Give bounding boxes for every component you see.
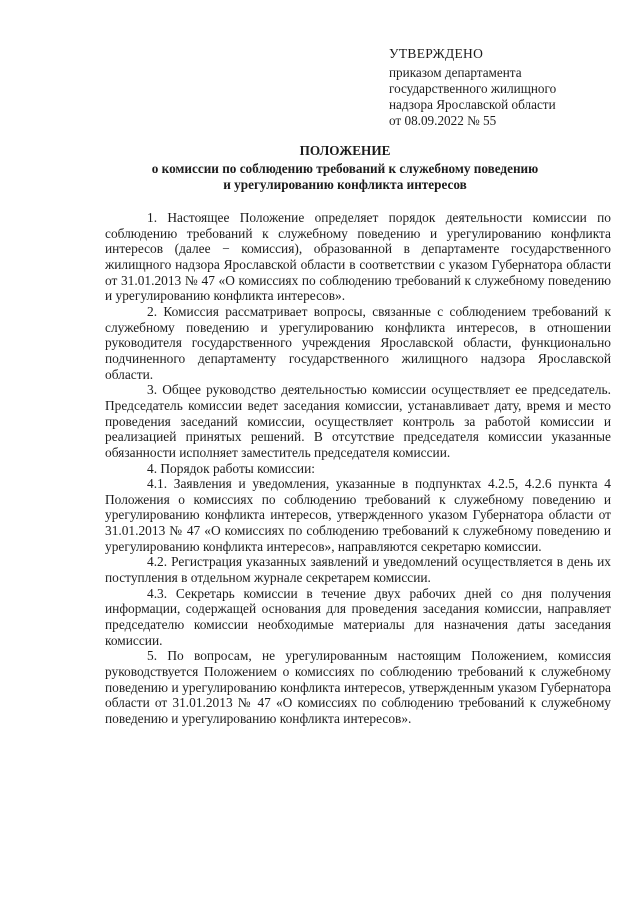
- approval-stamp: [389, 46, 556, 129]
- paragraph-4-3: 4.3. Секретарь комиссии в течение двух рабочих дней со дня получения информации, содержащей основания для проведения заседания комиссии, направляет председателю комиссии необходимые материалы для назначения даты заседания комиссии.: [105, 585, 611, 648]
- paragraph-1: 1. Настоящее Положение определяет порядок деятельности комиссии по соблюдению требований к служебному поведению и урегулированию конфликта интересов (далее − комиссия), образованной в департаменте государственного жилищного надзора Ярославской области в соответствии с указом Губернатора области от 31.01.2013 № 47 «О комиссиях по соблюдению требований к служебному поведению и урегулированию конфликта интересов».: [105, 210, 611, 304]
- paragraph-4: 4. Порядок работы комиссии:: [147, 460, 315, 476]
- paragraph-2: 2. Комиссия рассматривает вопросы, связанные с соблюдением требований к служебному поведению и урегулированию конфликта интересов, в отношении руководителя государственного учреждения Ярославской области, функционально подчиненного департаменту государственного жилищного надзора Ярославской области.: [105, 303, 611, 382]
- paragraph-5: 5. По вопросам, не урегулированным настоящим Положением, комиссия руководствуется Положением о комиссиях по соблюдению требований к служебному поведению и урегулированию конфликта интересов, утвержденным указом Губернатора области от 31.01.2013 № 47 «О комиссиях по соблюдению требований к служебному поведению и урегулированию конфликта интересов».: [105, 648, 611, 726]
- title-subtitle-line-1: о комиссии по соблюдению требований к служебному поведению: [151, 160, 539, 176]
- approval-line: приказом департамента: [389, 65, 522, 80]
- approval-line: надзора Ярославской области: [389, 97, 556, 112]
- approval-line: государственного жилищного: [389, 81, 557, 96]
- title-main: ПОЛОЖЕНИЕ: [299, 143, 391, 158]
- approval-date-line: от 08.09.2022 № 55: [389, 113, 497, 128]
- paragraph-4-2: 4.2. Регистрация указанных заявлений и уведомлений осуществляется в день их поступления в отдельном журнале секретарем комиссии.: [105, 554, 611, 586]
- document-title: [105, 143, 585, 194]
- paragraph-4-1: 4.1. Заявления и уведомления, указанные в подпунктах 4.2.5, 4.2.6 пункта 4 Положения о комиссиях по соблюдению требований к служебному поведению и урегулированию конфликта интересов, утвержденного указом Губернатора области от 31.01.2013 № 47 «О комиссиях по соблюдению требований к служебному поведению и урегулированию конфликта интересов», направляются секретарю комиссии.: [105, 476, 611, 554]
- title-subtitle-line-2: и урегулированию конфликта интересов: [223, 177, 467, 192]
- document-body: [105, 210, 611, 727]
- paragraph-3: 3. Общее руководство деятельностью комиссии осуществляет ее председатель. Председатель комиссии ведет заседания комиссии, устанавливает дату, время и место проведения заседаний комиссии, осуществляет контроль за работой комиссии и реализацией принятых решений. В отсутствие председателя комиссии указанные обязанности исполняет заместитель председателя комиссии.: [105, 382, 611, 460]
- approval-heading: УТВЕРЖДЕНО: [389, 46, 484, 61]
